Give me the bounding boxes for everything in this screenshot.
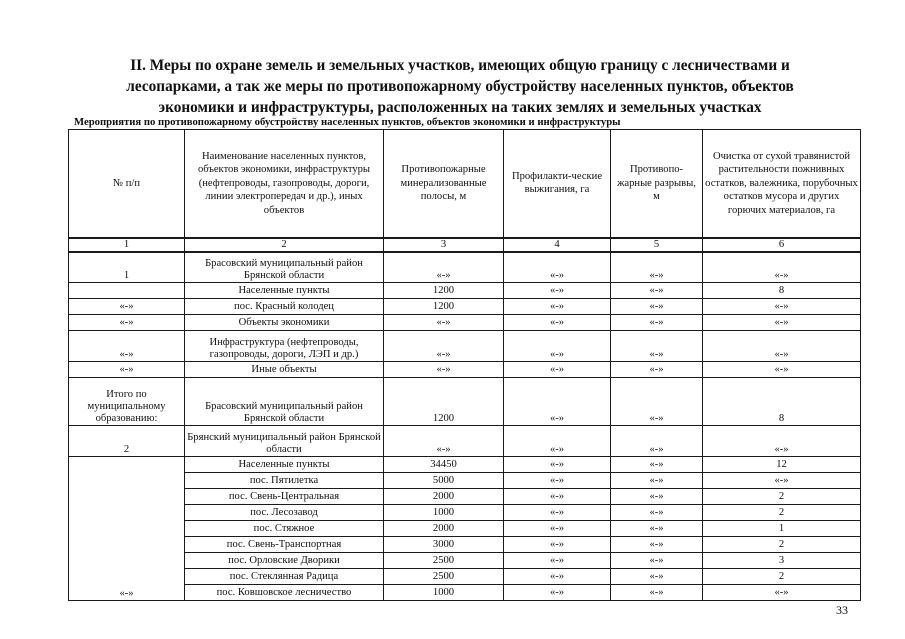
breaks-cell: «-» xyxy=(611,362,703,378)
table-row xyxy=(69,537,861,553)
object-name-cell: пос. Свень-Транспортная xyxy=(185,537,384,553)
breaks-cell: «-» xyxy=(611,426,703,457)
breaks-cell: «-» xyxy=(611,473,703,489)
table-row xyxy=(69,299,861,315)
row-number-cell xyxy=(69,283,185,299)
page-title-line-3: экономики и инфраструктуры, расположенных на таких землях и земельных участках xyxy=(158,99,762,116)
row-number-cell: 2 xyxy=(69,426,185,457)
fire-measures-table xyxy=(68,129,861,601)
breaks-cell: «-» xyxy=(611,537,703,553)
burning-cell: «-» xyxy=(504,362,611,378)
object-name-cell: пос. Лесозавод xyxy=(185,505,384,521)
cleaning-cell: 3 xyxy=(703,553,861,569)
breaks-cell: «-» xyxy=(611,585,703,601)
page-number: 33 xyxy=(836,603,848,617)
cleaning-cell: «-» xyxy=(703,315,861,331)
strips-cell: 5000 xyxy=(384,473,504,489)
cleaning-cell: 2 xyxy=(703,489,861,505)
cleaning-cell: 2 xyxy=(703,537,861,553)
object-name-cell: Объекты экономики xyxy=(185,315,384,331)
cleaning-cell: «-» xyxy=(703,299,861,315)
object-name-cell: Брянский муниципальный район Брянской области xyxy=(185,426,384,457)
object-name-cell: Брасовский муниципальный район Брянской области xyxy=(185,252,384,283)
column-number-row xyxy=(69,238,861,252)
cleaning-cell: «-» xyxy=(703,426,861,457)
strips-cell: 2500 xyxy=(384,553,504,569)
table-row xyxy=(69,521,861,537)
burning-cell: «-» xyxy=(504,521,611,537)
burning-cell: «-» xyxy=(504,473,611,489)
burning-cell: «-» xyxy=(504,553,611,569)
strips-cell: «-» xyxy=(384,362,504,378)
table-caption: Мероприятия по противопожарному обустройству населенных пунктов, объектов экономики и инфраструктуры xyxy=(74,116,621,128)
column-number: 5 xyxy=(611,238,703,252)
table-row xyxy=(69,315,861,331)
cleaning-cell: «-» xyxy=(703,331,861,362)
cleaning-cell: 8 xyxy=(703,378,861,426)
column-number: 2 xyxy=(185,238,384,252)
breaks-cell: «-» xyxy=(611,283,703,299)
table-row xyxy=(69,426,861,457)
page-title xyxy=(60,55,860,118)
burning-cell: «-» xyxy=(504,505,611,521)
burning-cell: «-» xyxy=(504,457,611,473)
object-name-cell: пос. Стяжное xyxy=(185,521,384,537)
burning-cell: «-» xyxy=(504,537,611,553)
strips-cell: 1000 xyxy=(384,585,504,601)
cleaning-cell: 12 xyxy=(703,457,861,473)
table-body xyxy=(69,238,861,601)
row-number-cell: «-» xyxy=(69,315,185,331)
cleaning-cell: «-» xyxy=(703,585,861,601)
table-row xyxy=(69,553,861,569)
row-number-cell: «-» xyxy=(69,299,185,315)
breaks-cell: «-» xyxy=(611,457,703,473)
burning-cell: «-» xyxy=(504,283,611,299)
object-name-cell: Населенные пункты xyxy=(185,283,384,299)
table-row xyxy=(69,569,861,585)
header-cell-np: № п/п xyxy=(69,130,185,238)
burning-cell: «-» xyxy=(504,299,611,315)
cleaning-cell: 1 xyxy=(703,521,861,537)
breaks-cell: «-» xyxy=(611,299,703,315)
breaks-cell: «-» xyxy=(611,505,703,521)
object-name-cell: Брасовский муниципальный район Брянской области xyxy=(185,378,384,426)
breaks-cell: «-» xyxy=(611,252,703,283)
header-cell-burn: Профилакти-ческие выжигания, га xyxy=(504,130,611,238)
burning-cell: «-» xyxy=(504,252,611,283)
strips-cell: 2500 xyxy=(384,569,504,585)
table-row xyxy=(69,362,861,378)
page-title-line-1: II. Меры по охране земель и земельных участков, имеющих общую границу с лесничествами и xyxy=(130,57,790,74)
header-cell-strips: Противопожарные минерализованные полосы, м xyxy=(384,130,504,238)
table-row xyxy=(69,489,861,505)
strips-cell: 1200 xyxy=(384,299,504,315)
breaks-cell: «-» xyxy=(611,553,703,569)
page-title-line-2: лесопарками, а так же меры по противопожарному обустройству населенных пунктов, объектов xyxy=(126,78,794,95)
object-name-cell: Иные объекты xyxy=(185,362,384,378)
burning-cell: «-» xyxy=(504,489,611,505)
strips-cell: 1200 xyxy=(384,283,504,299)
breaks-cell: «-» xyxy=(611,569,703,585)
table-row xyxy=(69,252,861,283)
header-cell-clean: Очистка от сухой травянистой растительности пожнивных остатков, валежника, порубочных остатков мусора и других горючих материалов, га xyxy=(703,130,861,238)
row-number-cell: «-» xyxy=(69,331,185,362)
cleaning-cell: 2 xyxy=(703,505,861,521)
cleaning-cell: 2 xyxy=(703,569,861,585)
cleaning-cell: «-» xyxy=(703,362,861,378)
object-name-cell: пос. Свень-Центральная xyxy=(185,489,384,505)
table-row xyxy=(69,457,861,473)
table-row xyxy=(69,378,861,426)
breaks-cell: «-» xyxy=(611,521,703,537)
table-row xyxy=(69,331,861,362)
burning-cell: «-» xyxy=(504,569,611,585)
column-number: 1 xyxy=(69,238,185,252)
table-row xyxy=(69,585,861,601)
cleaning-cell: «-» xyxy=(703,473,861,489)
column-number: 6 xyxy=(703,238,861,252)
row-number-cell: 1 xyxy=(69,252,185,283)
object-name-cell: пос. Ковшовское лесничество xyxy=(185,585,384,601)
object-name-cell: пос. Орловские Дворики xyxy=(185,553,384,569)
header-cell-name: Наименование населенных пунктов, объектов экономики, инфраструктуры (нефтепроводы, газопроводы, дороги, линии электропередач и др.), иных объектов xyxy=(185,130,384,238)
strips-cell: 1200 xyxy=(384,378,504,426)
object-name-cell: Населенные пункты xyxy=(185,457,384,473)
burning-cell: «-» xyxy=(504,378,611,426)
object-name-cell: пос. Красный колодец xyxy=(185,299,384,315)
breaks-cell: «-» xyxy=(611,378,703,426)
row-number-cell: «-» xyxy=(69,457,185,601)
column-number: 4 xyxy=(504,238,611,252)
strips-cell: 2000 xyxy=(384,521,504,537)
cleaning-cell: «-» xyxy=(703,252,861,283)
object-name-cell: пос. Стеклянная Радица xyxy=(185,569,384,585)
object-name-cell: пос. Пятилетка xyxy=(185,473,384,489)
breaks-cell: «-» xyxy=(611,331,703,362)
burning-cell: «-» xyxy=(504,585,611,601)
object-name-cell: Инфраструктура (нефтепроводы, газопроводы, дороги, ЛЭП и др.) xyxy=(185,331,384,362)
table-header xyxy=(69,130,861,238)
table-row xyxy=(69,283,861,299)
row-number-cell: Итого по муниципальному образованию: xyxy=(69,378,185,426)
cleaning-cell: 8 xyxy=(703,283,861,299)
breaks-cell: «-» xyxy=(611,489,703,505)
burning-cell: «-» xyxy=(504,331,611,362)
breaks-cell: «-» xyxy=(611,315,703,331)
burning-cell: «-» xyxy=(504,426,611,457)
strips-cell: «-» xyxy=(384,426,504,457)
table-row xyxy=(69,505,861,521)
burning-cell: «-» xyxy=(504,315,611,331)
strips-cell: 1000 xyxy=(384,505,504,521)
strips-cell: 34450 xyxy=(384,457,504,473)
strips-cell: 3000 xyxy=(384,537,504,553)
header-cell-breaks: Противопо-жарные разрывы, м xyxy=(611,130,703,238)
strips-cell: «-» xyxy=(384,331,504,362)
row-number-cell: «-» xyxy=(69,362,185,378)
strips-cell: 2000 xyxy=(384,489,504,505)
strips-cell: «-» xyxy=(384,315,504,331)
column-number: 3 xyxy=(384,238,504,252)
table-row xyxy=(69,473,861,489)
strips-cell: «-» xyxy=(384,252,504,283)
